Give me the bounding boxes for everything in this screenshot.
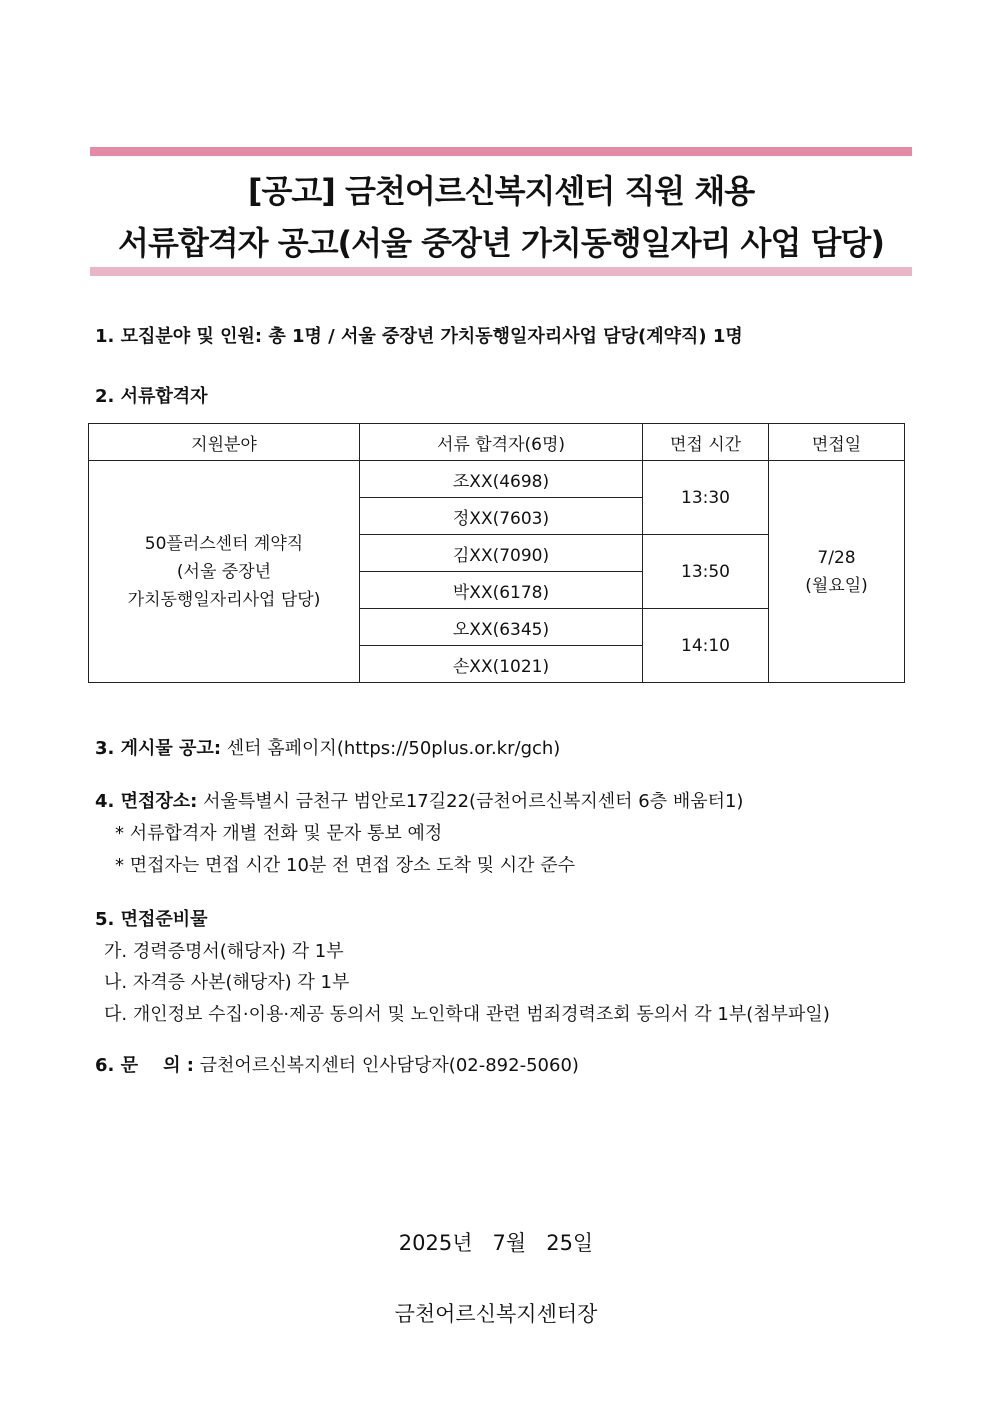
page-title-line1: [공고] 금천어르신복지센터 직원 채용 bbox=[247, 172, 755, 210]
date-cell bbox=[769, 461, 905, 683]
notice-date: 2025년 7월 25일 bbox=[398, 1231, 594, 1255]
location-note-2: * 면접자는 면접 시간 10분 전 면접 장소 도착 및 시간 준수 bbox=[115, 855, 575, 876]
time-cell: 13:50 bbox=[643, 535, 769, 609]
table-row bbox=[89, 461, 905, 498]
header-field: 지원분야 bbox=[89, 424, 360, 461]
candidate-cell: 손XX(1021) bbox=[360, 646, 643, 683]
candidate-cell: 오XX(6345) bbox=[360, 609, 643, 646]
candidate-cell: 조XX(4698) bbox=[360, 461, 643, 498]
section-posting bbox=[95, 734, 560, 760]
location-value: 서울특별시 금천구 범안로17길22(금천어르신복지센터 6층 배움터1) bbox=[197, 791, 744, 812]
posting-label: 3. 게시물 공고: bbox=[95, 738, 222, 759]
page-title-line2: 서류합격자 공고(서울 중장년 가치동행일자리 사업 담당) bbox=[118, 224, 884, 262]
candidate-cell: 정XX(7603) bbox=[360, 498, 643, 535]
prep-item: 나. 자격증 사본(해당자) 각 1부 bbox=[104, 972, 350, 993]
field-line: 50플러스센터 계약직 bbox=[144, 533, 304, 554]
location-note-1: * 서류합격자 개별 전화 및 문자 통보 예정 bbox=[115, 823, 443, 844]
section-contact bbox=[95, 1051, 579, 1077]
section-passers-heading: 2. 서류합격자 bbox=[95, 386, 208, 407]
time-cell: 14:10 bbox=[643, 609, 769, 683]
section-prep-heading: 5. 면접준비물 bbox=[95, 909, 208, 930]
passers-table bbox=[88, 423, 905, 683]
top-accent-bar bbox=[90, 147, 912, 156]
field-line: (서울 중장년 bbox=[176, 561, 272, 582]
field-line: 가치동행일자리사업 담당) bbox=[127, 589, 321, 610]
location-label: 4. 면접장소: bbox=[95, 791, 198, 812]
bottom-accent-bar bbox=[90, 267, 912, 276]
contact-value: 금천어르신복지센터 인사담당자(02-892-5060) bbox=[193, 1055, 579, 1076]
prep-item: 다. 개인정보 수집·이용·제공 동의서 및 노인학대 관련 범죄경력조회 동의서 각 1부(첨부파일) bbox=[104, 1004, 830, 1025]
prep-item: 가. 경력증명서(해당자) 각 1부 bbox=[104, 941, 344, 962]
weekday-line: (월요일) bbox=[805, 575, 868, 596]
section-recruitment: 1. 모집분야 및 인원: 총 1명 / 서울 중장년 가치동행일자리사업 담당(계약직) 1명 bbox=[95, 326, 743, 347]
header-date: 면접일 bbox=[769, 424, 905, 461]
posting-value: 센터 홈페이지(https://50plus.or.kr/gch) bbox=[221, 738, 561, 759]
time-cell: 13:30 bbox=[643, 461, 769, 535]
field-cell bbox=[89, 461, 360, 683]
candidate-cell: 박XX(6178) bbox=[360, 572, 643, 609]
signer: 금천어르신복지센터장 bbox=[394, 1302, 598, 1326]
date-line: 7/28 bbox=[817, 547, 856, 568]
contact-label: 6. 문 의 : bbox=[95, 1055, 194, 1076]
header-candidates: 서류 합격자(6명) bbox=[360, 424, 643, 461]
section-location bbox=[95, 787, 743, 813]
candidate-cell: 김XX(7090) bbox=[360, 535, 643, 572]
header-time: 면접 시간 bbox=[643, 424, 769, 461]
table-header-row bbox=[89, 424, 905, 461]
